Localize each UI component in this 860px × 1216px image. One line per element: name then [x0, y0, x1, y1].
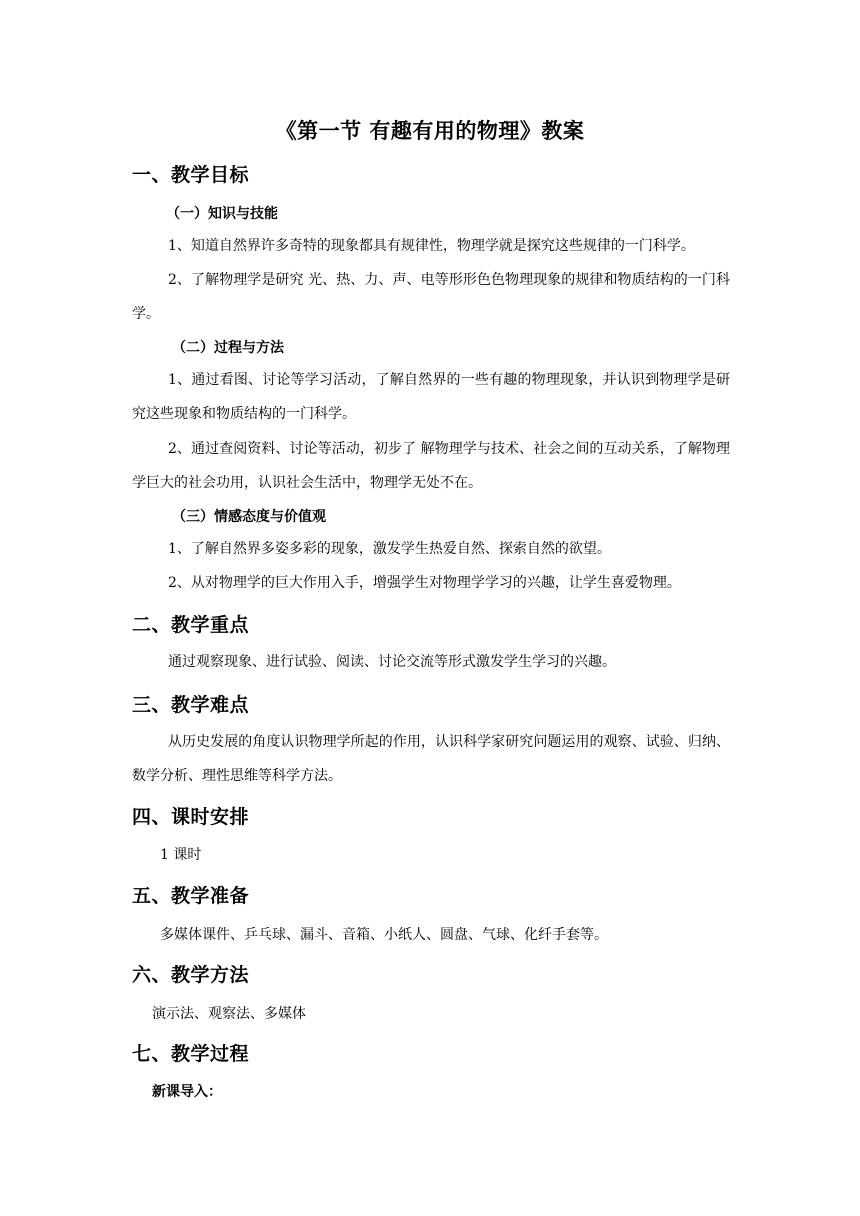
- paragraph-difficulties: 从历史发展的角度认识物理学所起的作用，认识科学家研究问题运用的观察、试验、归纳、数学分析、理性思维等科学方法。: [132, 734, 730, 784]
- section-heading-difficulties: 三、教学难点: [132, 694, 250, 716]
- section-heading-key-points: 二、教学重点: [132, 614, 250, 636]
- paragraph-process-2: 2、通过查阅资料、讨论等活动，初步了 解物理学与技术、社会之间的互动关系，了解物理学巨大的社会功用，认识社会生活中，物理学无处不在。: [132, 441, 730, 491]
- section-heading-preparation: 五、教学准备: [132, 885, 250, 907]
- section-heading-methods: 六、教学方法: [132, 964, 250, 986]
- paragraph-process-1: 1、通过看图、讨论等学习活动，了解自然界的一些有趣的物理现象，并认识到物理学是研究这些现象和物质结构的一门科学。: [132, 372, 730, 422]
- paragraph-knowledge-1: 1、知道自然界许多奇特的现象都具有规律性，物理学就是探究这些规律的一门科学。: [168, 238, 695, 254]
- paragraph-methods: 演示法、观察法、多媒体: [152, 1006, 306, 1022]
- section-heading-process: 七、教学过程: [132, 1043, 250, 1065]
- subheading-attitudes-values: （三）情感态度与价值观: [172, 509, 326, 525]
- section-heading-schedule: 四、课时安排: [132, 806, 250, 828]
- subheading-lesson-intro: 新课导入：: [152, 1084, 222, 1100]
- paragraph-preparation: 多媒体课件、乒乓球、漏斗、音箱、小纸人、圆盘、气球、化纤手套等。: [160, 927, 608, 943]
- section-heading-objectives: 一、教学目标: [132, 164, 250, 186]
- document-title: 《第一节 有趣有用的物理》教案: [275, 118, 585, 143]
- paragraph-schedule: 1 课时: [160, 847, 202, 863]
- paragraph-attitudes-1: 1、了解自然界多姿多彩的现象，激发学生热爱自然、探索自然的欲望。: [168, 541, 611, 557]
- paragraph-knowledge-2: 2、了解物理学是研究 光、热、力、声、电等形形色色物理现象的规律和物质结构的一门科学。: [132, 272, 730, 322]
- paragraph-attitudes-2: 2、从对物理学的巨大作用入手，增强学生对物理学学习的兴趣，让学生喜爱物理。: [168, 575, 681, 591]
- subheading-knowledge-skills: （一）知识与技能: [166, 206, 278, 222]
- paragraph-key-points: 通过观察现象、进行试验、阅读、讨论交流等形式激发学生学习的兴趣。: [168, 654, 616, 670]
- subheading-process-methods: （二）过程与方法: [172, 340, 284, 356]
